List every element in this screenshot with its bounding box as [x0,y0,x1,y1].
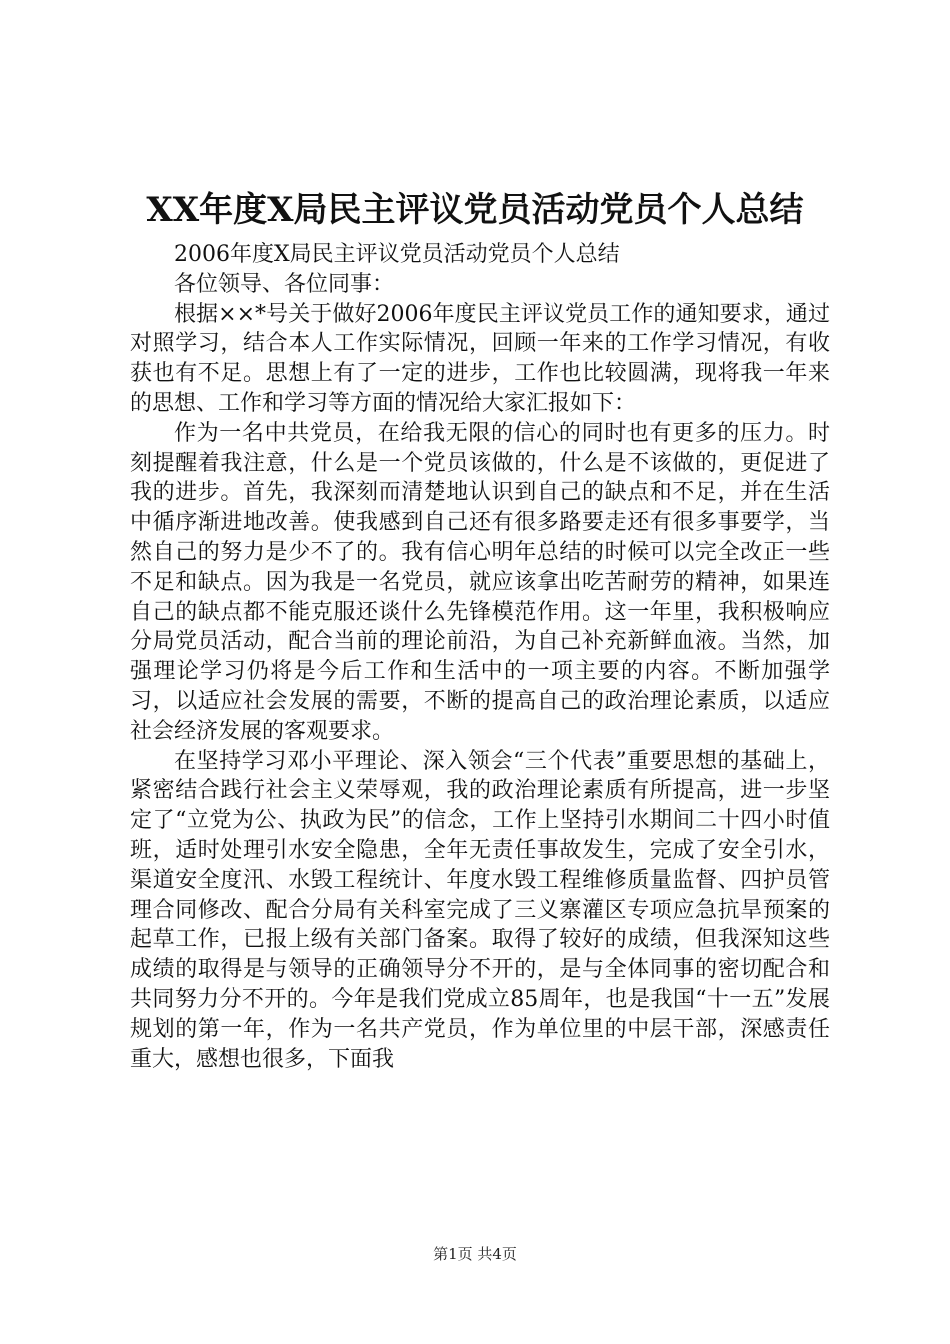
document-body [130,240,830,1074]
paragraph-subtitle: 2006年度X局民主评议党员活动党员个人总结 [174,242,620,267]
paragraph-salutation: 各位领导、各位同事： [174,271,395,297]
paragraph-intro: 根据××*号关于做好2006年度民主评议党员工作的通知要求，通过对照学习，结合本人工作实际情况，回顾一年来的工作学习情况，有收获也有不足。思想上有了一定的进步，工作也比较圆满，现将我一年来的思想、工作和学习等方面的情况给大家汇报如下： [130,301,830,416]
page-footer: 第1页 共4页 [433,1245,517,1263]
paragraph-work: 在坚持学习邓小平理论、深入领会“三个代表”重要思想的基础上，紧密结合践行社会主义荣辱观，我的政治理论素质有所提高，进一步坚定了“立党为公、执政为民”的信念，工作上坚持引水期间二十四小时值班，适时处理引水安全隐患，全年无责任事故发生，完成了安全引水，渠道安全度汛、水毁工程统计、年度水毁工程维修质量监督、四护员管理合同修改、配合分局有关科室完成了三义寨灌区专项应急抗旱预案的起草工作，已报上级有关部门备案。取得了较好的成绩，但我深知这些成绩的取得是与领导的正确领导分不开的，是与全体同事的密切配合和共同努力分不开的。今年是我们党成立85周年，也是我国“十一五”发展规划的第一年，作为一名共产党员，作为单位里的中层干部，深感责任重大，感想也很多，下面我 [130,748,830,1072]
paragraph-reflection: 作为一名中共党员，在给我无限的信心的同时也有更多的压力。时刻提醒着我注意，什么是一个党员该做的，什么是不该做的，更促进了我的进步。首先，我深刻而清楚地认识到自己的缺点和不足，并在生活中循序渐进地改善。使我感到自己还有很多路要走还有很多事要学，当然自己的努力是少不了的。我有信心明年总结的时候可以完全改正一些不足和缺点。因为我是一名党员，就应该拿出吃苦耐劳的精神，如果连自己的缺点都不能克服还谈什么先锋模范作用。这一年里，我积极响应分局党员活动，配合当前的理论前沿，为自己补充新鲜血液。当然，加强理论学习仍将是今后工作和生活中的一项主要的内容。不断加强学习，以适应社会发展的需要，不断的提高自己的政治理论素质，以适应社会经济发展的客观要求。 [130,420,830,744]
document-title: XX年度X局民主评议党员活动党员个人总结 [146,190,804,230]
